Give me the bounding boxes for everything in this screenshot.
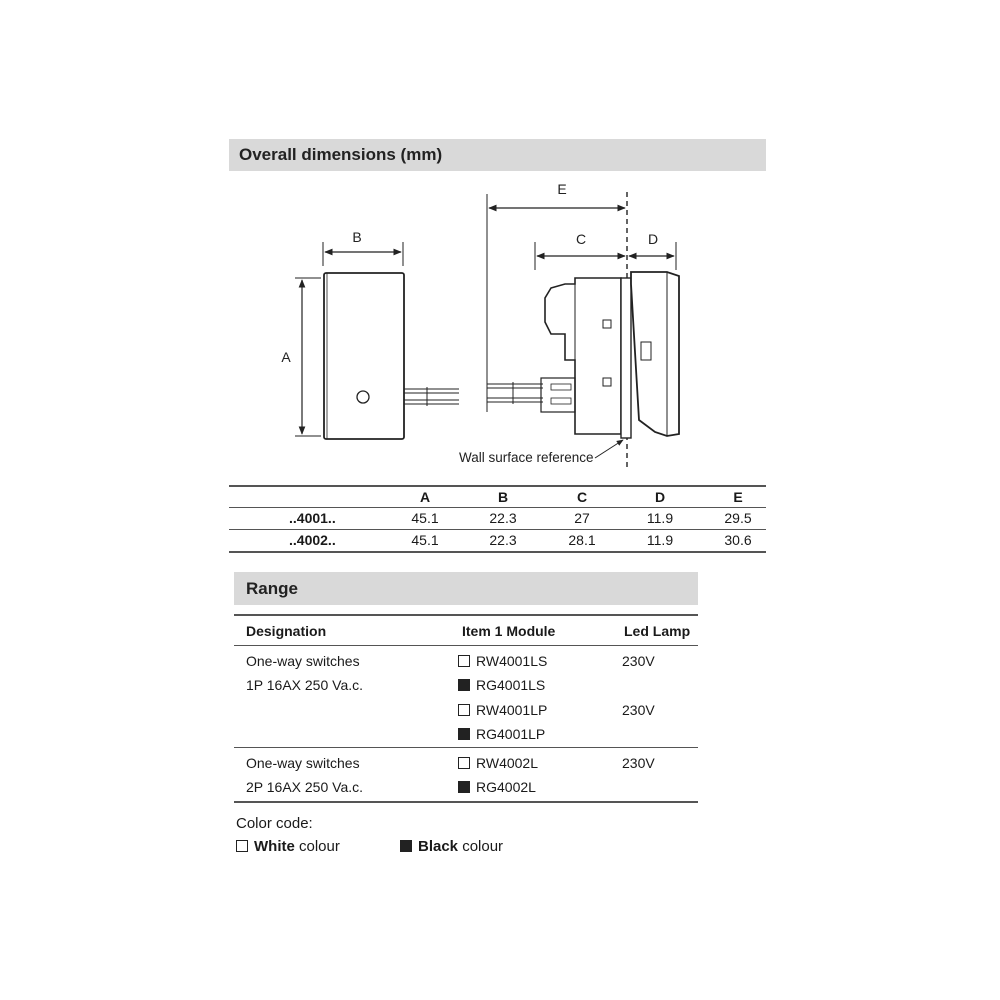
list-item: [458, 651, 547, 671]
black-colour-swatch: [458, 728, 470, 740]
item-code: RW4002L: [476, 755, 539, 771]
white-colour-swatch: [458, 704, 470, 716]
white-label: White: [254, 838, 295, 855]
col-header-a: A: [419, 489, 431, 505]
table-cell: 29.5: [724, 510, 752, 526]
table-cell: 30.6: [724, 532, 752, 548]
range-table: [234, 614, 698, 804]
table-cell: 45.1: [411, 532, 439, 548]
dimension-drawing: [229, 172, 769, 482]
header-item: Item 1 Module: [462, 623, 556, 639]
item-code: RG4001LS: [476, 677, 546, 693]
dimension-table-header: [229, 488, 766, 506]
black-colour-swatch: [400, 840, 412, 852]
designation-line: One-way switches: [246, 653, 360, 669]
item-code: RG4002L: [476, 779, 536, 795]
table-row: [229, 509, 766, 527]
list-item: [458, 777, 536, 797]
item-code: RG4001LP: [476, 726, 546, 742]
white-colour-swatch: [458, 655, 470, 667]
table-cell: 22.3: [489, 532, 517, 548]
table-cell: 27: [574, 510, 590, 526]
white-colour-legend: [236, 837, 340, 857]
range-section-title: Range: [234, 572, 698, 605]
white-colour-swatch: [236, 840, 248, 852]
label-a: A: [281, 349, 291, 365]
led-value: 230V: [622, 755, 655, 771]
item-code: RW4001LS: [476, 653, 548, 669]
front-view: [295, 242, 459, 439]
led-value: 230V: [622, 702, 655, 718]
designation-line: One-way switches: [246, 755, 360, 771]
dimensions-section-title: Overall dimensions (mm): [229, 139, 766, 171]
list-item: [458, 700, 547, 720]
item-code: RW4001LP: [476, 702, 548, 718]
col-header-e: E: [733, 489, 743, 505]
header-led-lamp: Led Lamp: [624, 623, 691, 639]
black-colour-swatch: [458, 781, 470, 793]
col-header-d: D: [654, 489, 666, 505]
header-designation: Designation: [246, 623, 327, 639]
black-colour-swatch: [458, 679, 470, 691]
row-label: ..4001..: [289, 510, 336, 526]
label-c: C: [575, 231, 587, 247]
color-code-legend: [236, 814, 536, 864]
led-value: 230V: [622, 653, 655, 669]
list-item: [458, 675, 545, 695]
col-header-b: B: [497, 489, 509, 505]
black-label: Black: [418, 838, 459, 855]
list-item: [458, 724, 545, 744]
table-cell: 22.3: [489, 510, 517, 526]
white-colour-swatch: [458, 757, 470, 769]
list-item: [458, 753, 538, 773]
black-colour-legend: [400, 837, 503, 857]
table-cell: 45.1: [411, 510, 439, 526]
designation-line: 1P 16AX 250 Va.c.: [246, 677, 364, 693]
designation-line: 2P 16AX 250 Va.c.: [246, 779, 364, 795]
table-cell: 11.9: [646, 510, 674, 526]
wall-surface-reference-label: Wall surface reference: [459, 450, 594, 465]
label-b: B: [352, 229, 362, 245]
label-d: D: [647, 231, 659, 247]
col-header-c: C: [576, 489, 588, 505]
label-e: E: [557, 181, 567, 197]
table-cell: 28.1: [568, 532, 596, 548]
black-label-suffix: colour: [458, 838, 504, 855]
white-label-suffix: colour: [294, 838, 340, 855]
color-code-title: Color code:: [236, 815, 313, 832]
table-cell: 11.9: [646, 532, 674, 548]
row-label: ..4002..: [289, 532, 336, 548]
table-row: [229, 531, 766, 549]
